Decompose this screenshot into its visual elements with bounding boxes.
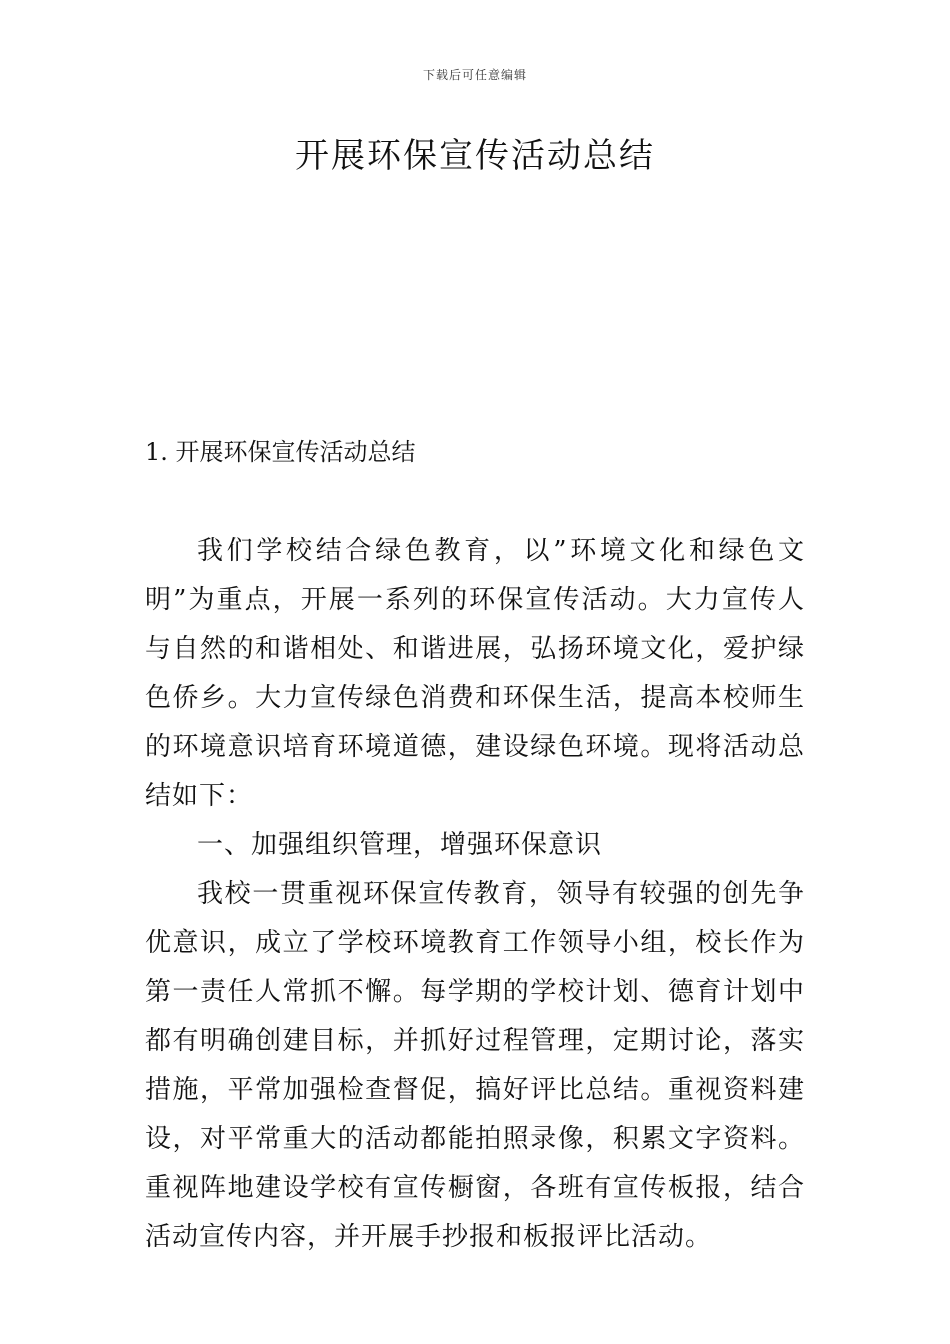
header-note: 下载后可任意编辑	[422, 68, 527, 82]
paragraph-management: 我校一贯重视环保宣传教育，领导有较强的创先争优意识，成立了学校环境教育工作领导小组，校长作为第一责任人常抓不懈。每学期的学校计划、德育计划中都有明确创建目标，并抓好过程管理，定期讨论，落实措施，平常加强检查督促，搞好评比总结。重视资料建设，对平常重大的活动都能拍照录像，积累文字资料。重视阵地建设学校有宣传橱窗，各班有宣传板报，结合活动宣传内容，并开展手抄报和板报评比活动。	[145, 879, 805, 1252]
paragraph-subheading: 一、加强组织管理，增强环保意识	[197, 830, 603, 860]
section-heading: 1. 开展环保宣传活动总结	[145, 438, 416, 466]
document-body	[145, 527, 805, 1262]
document-title: 开展环保宣传活动总结	[295, 136, 655, 176]
paragraph-intro: 我们学校结合绿色教育，以”环境文化和绿色文明”为重点，开展一系列的环保宣传活动。大力宣传人与自然的和谐相处、和谐进展，弘扬环境文化，爱护绿色侨乡。大力宣传绿色消费和环保生活，提高本校师生的环境意识培育环境道德，建设绿色环境。现将活动总结如下：	[145, 536, 805, 811]
